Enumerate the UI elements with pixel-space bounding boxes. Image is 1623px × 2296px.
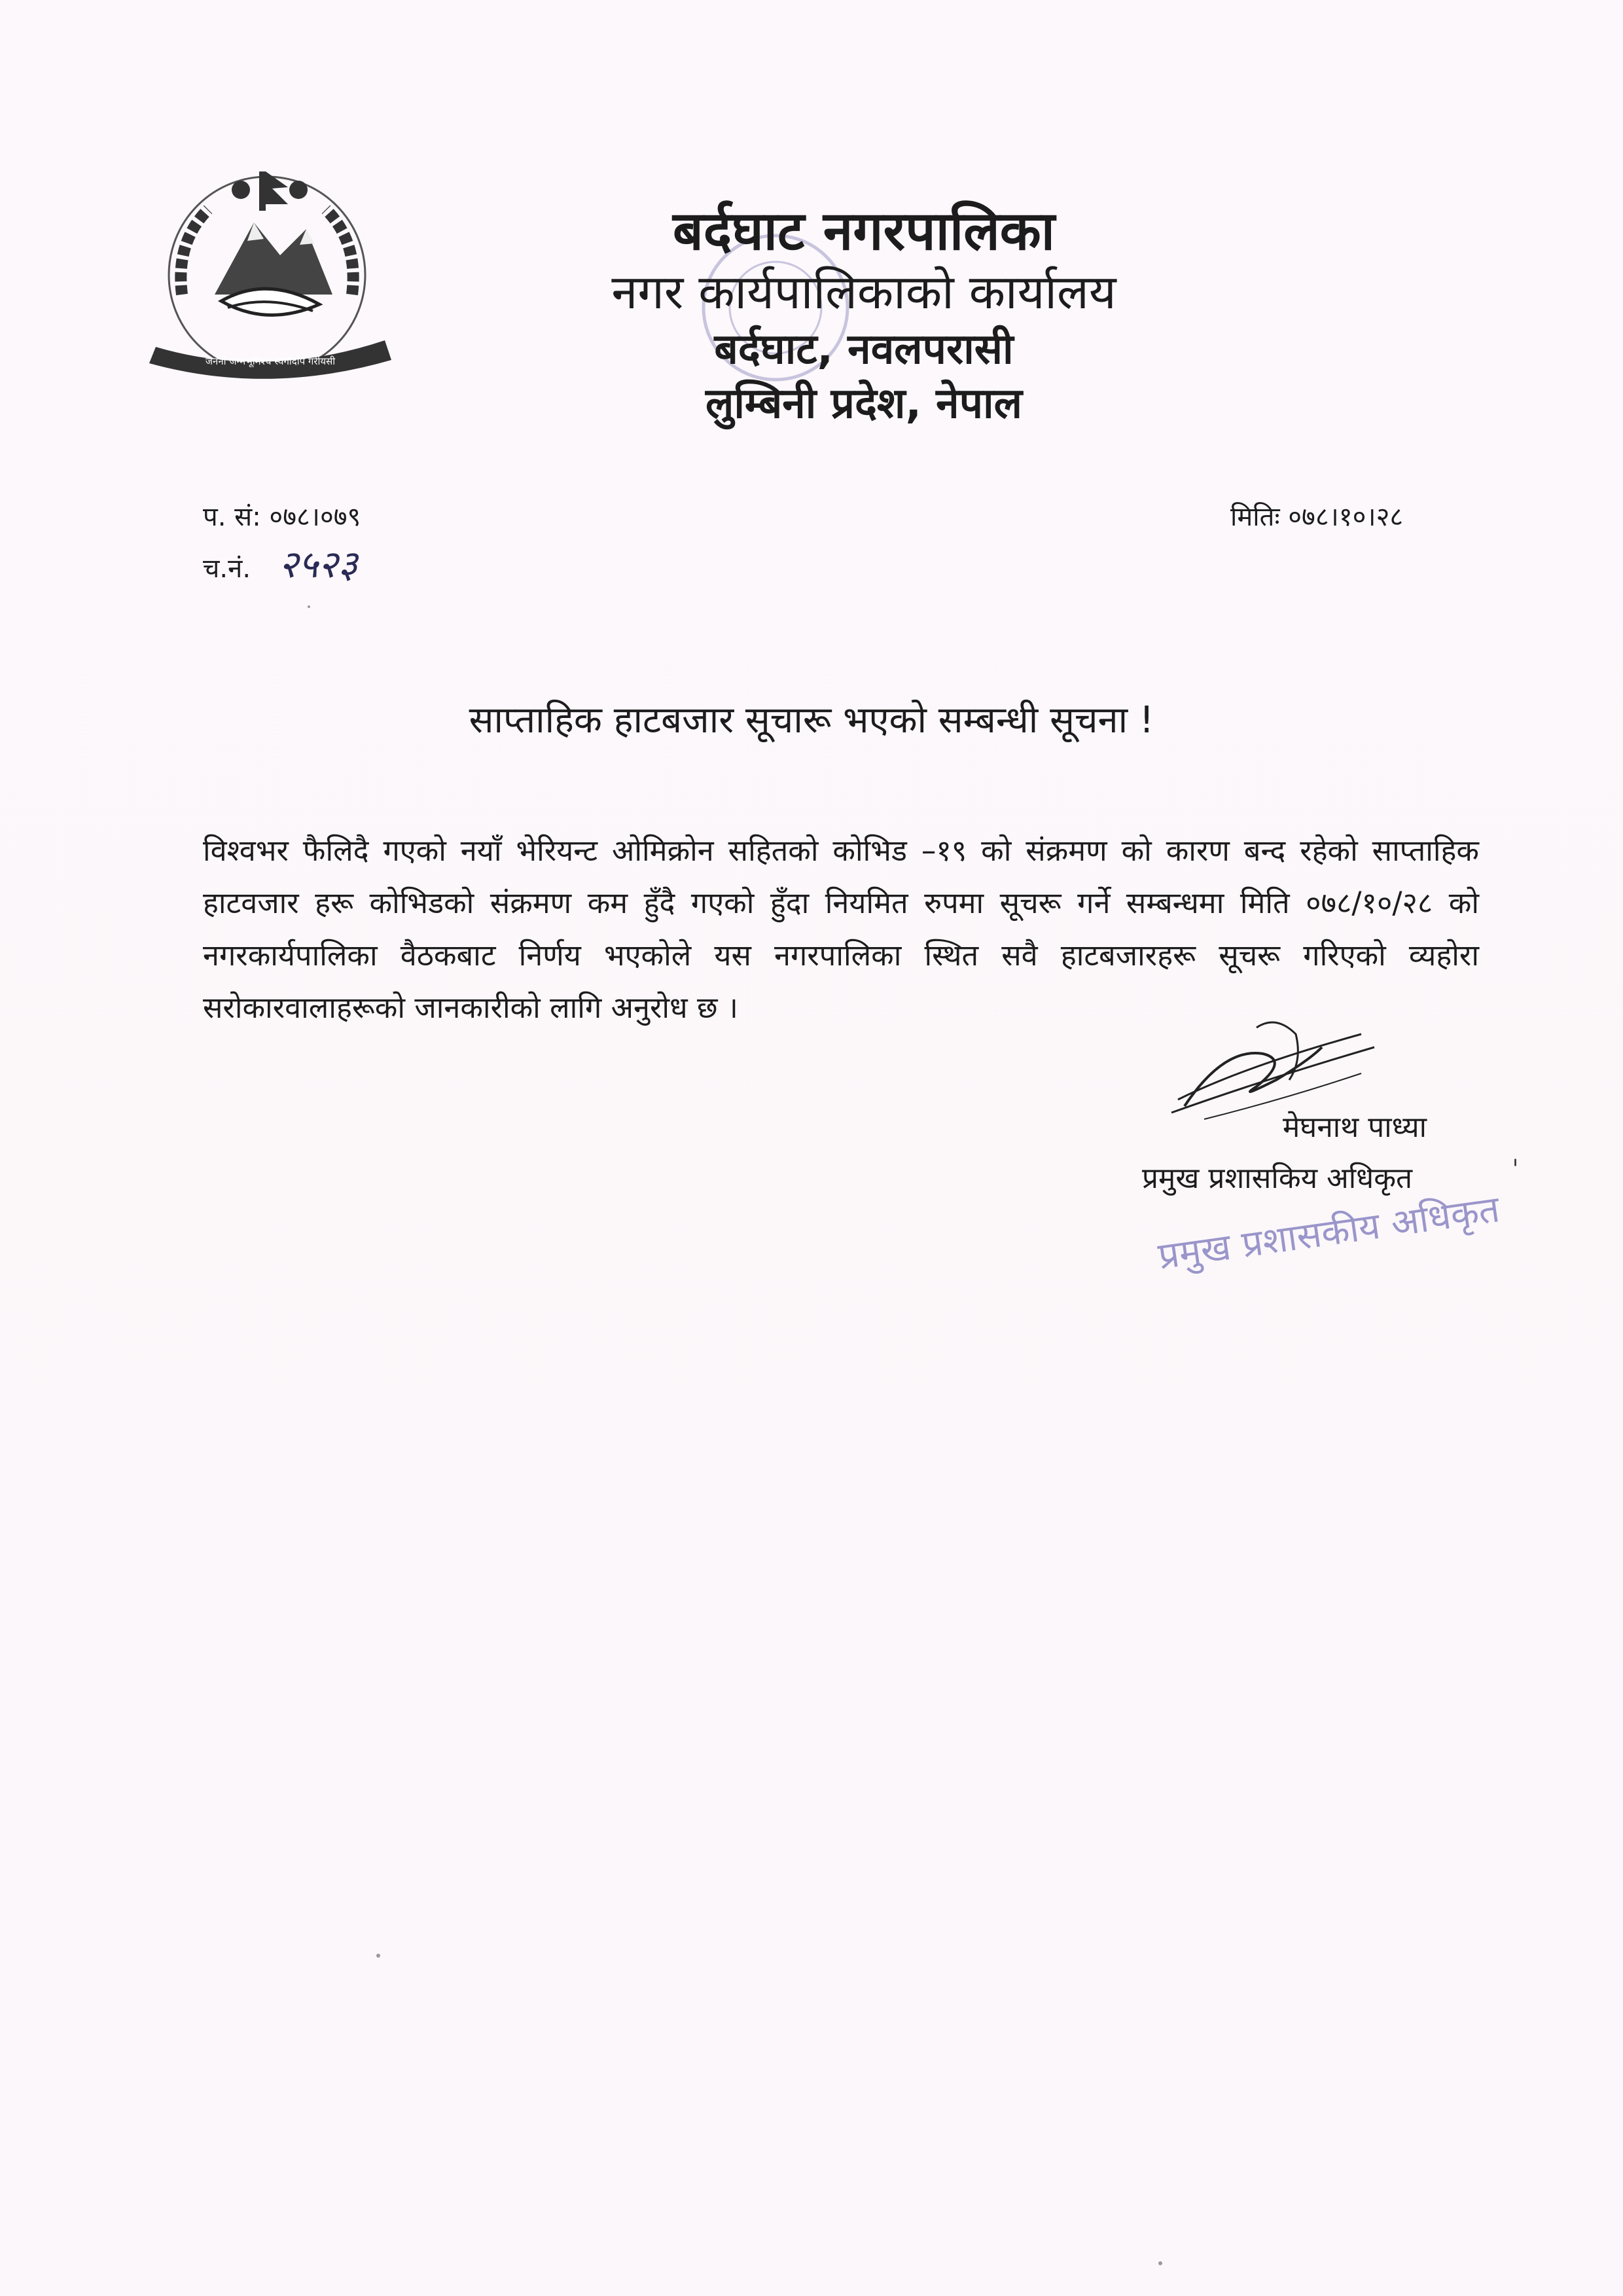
speck-icon bbox=[308, 605, 310, 608]
reference-block bbox=[203, 497, 361, 586]
emblem-motto: जननी जन्मभूमिश्च स्वर्गादपि गरीयसी bbox=[205, 355, 336, 367]
date-value: ०७८।१०।२८ bbox=[1288, 502, 1404, 532]
chalani-label: च.नं. bbox=[203, 554, 251, 584]
speck-icon bbox=[376, 1954, 380, 1958]
speck-icon bbox=[1158, 2261, 1162, 2265]
notice-body: विश्वभर फैलिदै गएको नयाँ भेरियन्ट ओमिक्रोन सहितको कोभिड –१९ को संक्रमण को कारण बन्द रहेको साप्ताहिक हाटवजार हरू कोभिडको संक्रमण कम हुँदै गएको हुँदा नियमित रुपमा सूचरू गर्ने सम्बन्धमा मिति ०७८/१०/२८ को नगरकार्यपालिका वैठकबाट निर्णय भएकोले यस नगरपालिका स्थित सवै हाटबजारहरू सूचरू गरिएको व्यहोरा सरोकारवालाहरूको जानकारीको लागि अनुरोध छ । bbox=[203, 833, 1479, 1025]
official-stamp: प्रमुख प्रशासकीय अधिकृत bbox=[1155, 1188, 1503, 1278]
letterhead bbox=[458, 200, 1270, 429]
chalani-value: २५२३ bbox=[278, 542, 358, 586]
tick-mark-icon: ˈ bbox=[1512, 1155, 1519, 1185]
patra-value: ०७८।०७९ bbox=[269, 502, 361, 532]
office-province: लुम्बिनी प्रदेश, नेपाल bbox=[705, 379, 1023, 428]
signatory-name: मेघनाथ पाध्या bbox=[1283, 1111, 1427, 1144]
signatory-title: प्रमुख प्रशासकिय अधिकृत bbox=[1142, 1162, 1413, 1195]
patra-label: प. सं: bbox=[203, 502, 261, 532]
municipality-name: बर्दघाट नगरपालिका bbox=[672, 200, 1056, 262]
date-block bbox=[1230, 497, 1403, 533]
notice-subject: साप्ताहिक हाटबजार सूचारू भएको सम्बन्धी सूचना ! bbox=[469, 699, 1154, 742]
office-name: नगर कार्यपालिकाको कार्यालय bbox=[611, 264, 1116, 320]
date-label: मितिः bbox=[1230, 502, 1280, 532]
office-location: बर्दघाट, नवलपरासी bbox=[714, 325, 1014, 374]
nepal-emblem-icon bbox=[143, 164, 401, 389]
